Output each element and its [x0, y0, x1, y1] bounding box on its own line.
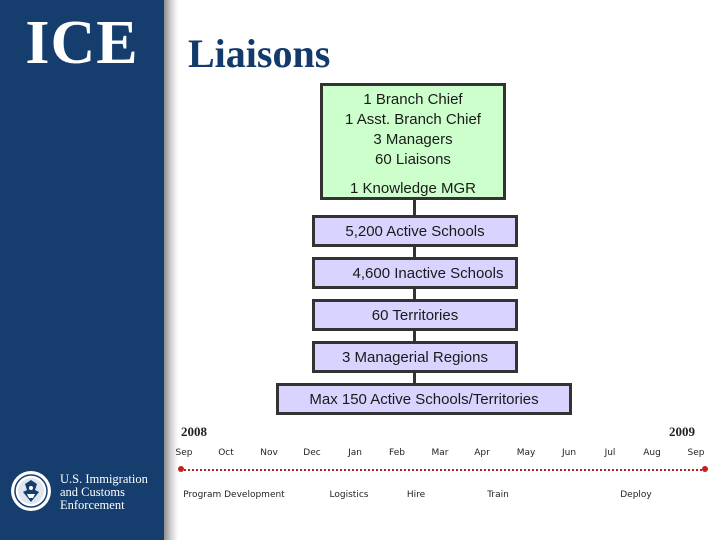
timeline-phase-train: Train: [487, 490, 509, 500]
agency-line-2: and Customs: [60, 485, 125, 499]
timeline-month: Feb: [389, 448, 405, 458]
timeline-month: Aug: [643, 448, 661, 458]
timeline-end-dot: [702, 466, 708, 472]
timeline-start-dot: [178, 466, 184, 472]
max-schools-box: Max 150 Active Schools/Territories: [276, 383, 572, 415]
dhs-seal-icon: [10, 470, 52, 512]
timeline-month: Sep: [175, 448, 193, 458]
slide-title: Liaisons: [188, 31, 331, 76]
org-line-asst-branch-chief: 1 Asst. Branch Chief: [345, 111, 481, 128]
ice-label: ICE: [25, 9, 139, 77]
agency-line-3: Enforcement: [60, 498, 125, 512]
timeline-month: Jun: [561, 448, 577, 458]
org-line-knowledge-mgr: 1 Knowledge MGR: [350, 180, 476, 197]
timeline-month: Oct: [218, 448, 234, 458]
sidebar-shadow: [164, 0, 178, 540]
org-summary-box: [320, 83, 506, 200]
timeline-month: Nov: [260, 448, 278, 458]
org-line-liaisons: 60 Liaisons: [375, 151, 451, 168]
timeline-month: Mar: [431, 448, 449, 458]
timeline-month: Jul: [604, 448, 616, 458]
timeline-month: May: [516, 448, 536, 458]
timeline-month: Apr: [474, 448, 490, 458]
agency-line-1: U.S. Immigration: [60, 472, 148, 486]
org-line-managers: 3 Managers: [373, 131, 453, 148]
org-line-branch-chief: 1 Branch Chief: [363, 91, 463, 108]
timeline-phase-deploy: Deploy: [620, 490, 652, 500]
active-schools-box: 5,200 Active Schools: [312, 215, 518, 247]
timeline-axis: [181, 469, 705, 471]
timeline-year-start: 2008: [181, 424, 207, 439]
connector-line: [413, 200, 416, 216]
inactive-schools-box: 4,600 Inactive Schools: [312, 257, 518, 289]
timeline-phase-program-development: Program Development: [183, 490, 285, 500]
sidebar: [0, 0, 164, 540]
agency-name: [60, 473, 148, 512]
timeline-year-end: 2009: [669, 424, 695, 439]
timeline-month: Sep: [687, 448, 705, 458]
timeline-phase-hire: Hire: [406, 490, 426, 500]
timeline-month: Jan: [348, 448, 362, 458]
managerial-regions-box: 3 Managerial Regions: [312, 341, 518, 373]
territories-box: 60 Territories: [312, 299, 518, 331]
timeline-phase-logistics: Logistics: [329, 490, 369, 500]
timeline-month: Dec: [303, 448, 321, 458]
